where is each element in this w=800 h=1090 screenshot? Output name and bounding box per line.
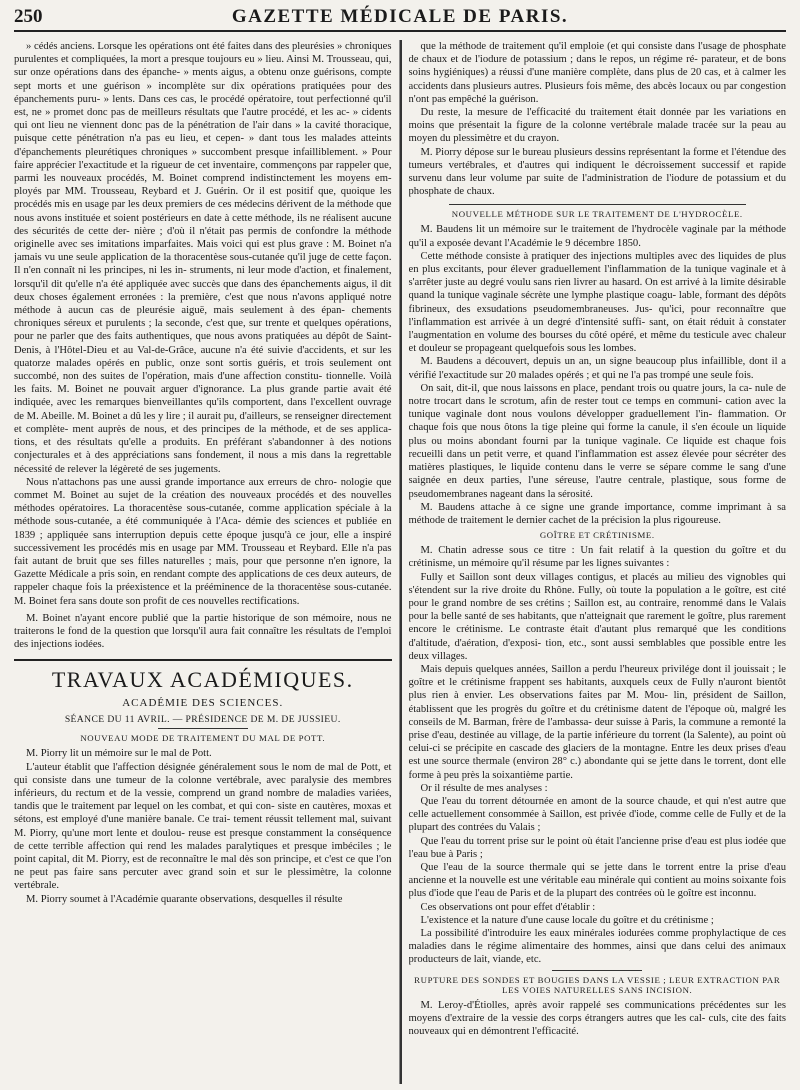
short-divider	[552, 970, 642, 971]
article-title-sondes: RUPTURE DES SONDES ET BOUGIES DANS LA VESSIE ; LEUR EXTRACTION PAR LES VOIES NATURELLES SANS INCISION.	[414, 974, 781, 995]
page-number: 250	[14, 6, 43, 27]
right-column	[409, 40, 787, 1084]
goitre-paragraph: Que l'eau de la source thermale qui se jette dans le torrent entre la prise d'eau ancienne et la nouvelle est une véritable eau minérale qui contient au moins soixante fois plus d'iode que l'eau de Paris et de la plupart des contrées où le goître est inconnu.	[408, 861, 786, 900]
article-divider	[449, 204, 747, 205]
left-paragraph: M. Boinet n'ayant encore publié que la partie historique de son mémoire, nous ne traiterons le fond de la question que lorsqu'il aura fait connaître les résultats de l'emploi des injections iodées.	[14, 612, 392, 651]
section-divider	[14, 659, 392, 661]
hydrocele-paragraph: M. Baudens lit un mémoire sur le traitement de l'hydrocèle vaginale par la méthode qu'il a exposée devant l'Académie le 9 décembre 1850.	[408, 224, 786, 249]
academy-heading: ACADÉMIE DES SCIENCES.	[122, 697, 284, 710]
goitre-paragraph: Ces observations ont pour effet d'établir :	[420, 901, 596, 913]
section-title: TRAVAUX ACADÉMIQUES.	[51, 667, 354, 693]
sondes-paragraph: M. Leroy-d'Étiolles, après avoir rappelé ses communications précédentes sur les moyens d'extraire de la vessie des corps étrangers autres que les cal- culs, cite des faits nouveaux qui en démontrent l'efficacité.	[408, 999, 786, 1038]
right-paragraph: M. Piorry dépose sur le bureau plusieurs dessins représentant la forme et l'étendue des tumeurs vertébrales, et d'autres qui indiquent le décroissement successif et rapide survenu dans leur volume par suite de l'administration de l'iodure de potassium et du phosphate de chaux.	[408, 146, 786, 198]
article-title-pott: NOUVEAU MODE DE TRAITEMENT DU MAL DE POTT.	[80, 733, 326, 744]
goitre-paragraph: Que l'eau du torrent détournée en amont de la source chaude, et qui n'est autre que celle actuellement consommée à Saillon, est privée d'iode, comme celle de Fully et de la plupart des contrées du Valais ;	[408, 795, 786, 834]
page-header	[14, 4, 786, 32]
left-paragraph: » cédés anciens. Lorsque les opérations ont été faites dans des pleurésies » chroniques purulentes et compliquées, la mort a presque toujours eu » lieu. Ainsi M. Trousseau, qui, sur onze opérations dans des épanche- » ments aigus, a obtenu onze guérisons, compte sept morts et une guérison » incomplète sur dix opérations pratiquées pour des épanchements puru- » lents. Dans ces cas, le procédé opératoire, tout perfectionné qu'il est, ne » promet donc pas de meilleurs résultats que l'autre procédé, et les ac- » cidents qui ont lieu ne viennent donc pas de la pénétration de l'air dans » la cavité thoracique, puisque cette pénétration n'a pas eu lieu, et cepen- » dant tous les malades atteints d'épanchements pleurétiques chroniques » succombent presque infailliblement. » Pour faire apprécier l'exactitude et la rigueur de cet inventaire, commençons par rappeler que, parmi les nouveaux procédés, M. Boinet comprend indistinctement les moyens em- ployés par MM. Trousseau, Reybard et J. Guérin. Or il est positif que, quoique les procédés mis en usage par les deux premiers de ces médecins dérivent de la méthode que nous avons instituée et soient postérieurs en date à cette méthode, ils ne réalisent aucune des sécurités de cette der- nière ; d'où il n'était pas permis de confondre la méthode originelle avec ses imitations imparfaites. Mais voici qui est plus grave : M. Boinet n'a jamais vu une seule application de la thoracentèse sous-cutanée qu'il juge de cette façon. Il n'en connaît ni les principes, ni les in- struments, ni leur mode d'action, et finalement, lorsqu'il dit qu'elle n'a été appliquée avec succès que dans des épanchements aigus, il dit deux choses également erronées : la première, c'est que nous n'avons appliqué notre méthode à aucun cas de pleurésie aiguë, mais seulement à des épan- chements chroniques séreux et purulents ; la seconde, c'est que, sur trente et quelques opérations, pour ne parler que des faits authentiques, que nous avons pratiquées au dépôt de Saint-Denis, à l'Hôtel-Dieu et au Val-de-Grâce, aucune n'a été suivie d'accidents, et sur les quatorze malades opérés en public, onze sont sortis guéris, et trois seulement ont succombé, non des suites de l'opération, mais d'une affection constitu- tionnelle. Voilà les faits. M. Boinet ne pouvait arguer d'ignorance. La plus grande partie avait été indiquée, avec les remarques bienveillantes qu'ils comportent, dans l'excellent ouvrage de M. Abeille. M. Boinet a dû les y lire ; il aurait pu, d'ailleurs, se renseigner directement et complète- ment auprès de nous, et des principes de la méthode, et de ses applica- tions, et des résultats qu'elle a produits. En préférant s'abandonner à des notions conjecturales et à des appréciations sans fondement, il nous a mis dans la regrettable nécessité de relever la légèreté de ses jugements.	[14, 41, 392, 475]
goitre-paragraph: Mais depuis quelques années, Saillon a perdu l'heureux privilége dont il jouissait ; le goître et le crétinisme frappent ses habitants, auxquels ceux de Fully n'auront bientôt plus rien à envier. Les observations faites par M. Mou- lin, président de Saillon, établissent que les progrès du goître et du crétinisme datent de l'époque où, malgré les conseils de M. Barman, frère de l'ambassa- deur suisse à Paris, la commune a remonté la prise d'eau, destinée au village, de la partie inférieure du torrent (la Salente), au point où celui-ci se précipite en cascade des glaciers de la montagne. Entre les deux prises d'eau est une source thermale (environ 28° c.) abondante qui se jette dans le torrent, dont elle forme à peu près la soixantième partie.	[408, 663, 786, 781]
goitre-paragraph: Fully et Saillon sont deux villages contigus, et placés au milieu des vignobles qui s'étendent sur la rive droite du Rhône. Fully, où toute la population a le goître, est cité pour le grand nombre de ses crétins ; Saillon est, au contraire, renommé dans le Valais pour la belle santé de ses habitants, que n'atteignait que rarement le goître, plus rarement encore le crétinisme. Le contraste était d'autant plus remarqué que les conditions d'altitude, d'aération, d'exposi- tion, etc., sont aussi semblables que possible entre les deux villages.	[408, 571, 786, 662]
goitre-paragraph: M. Chatin adresse sous ce titre : Un fait relatif à la question du goître et du crétinisme, un mémoire qu'il résume par les lignes suivantes :	[408, 545, 786, 570]
hydrocele-paragraph: M. Baudens attache à ce signe une grande importance, comme imprimant à sa méthode de traitement le dernier cachet de la précision la plus rigoureuse.	[408, 501, 786, 526]
goitre-paragraph: L'existence et la nature d'une cause locale du goître et du crétinisme ;	[420, 914, 714, 926]
two-column-body	[14, 40, 786, 1084]
short-divider	[158, 728, 248, 729]
article-title-goitre: GOÎTRE ET CRÉTINISME.	[539, 530, 655, 541]
right-paragraph: Du reste, la mesure de l'efficacité du traitement était donnée par les variations en moins que présentait la figure de la colonne vertébrale malade tracée sur la peau au moyen du plessimètre et du crayon.	[408, 107, 786, 145]
seance-line: SÉANCE DU 11 AVRIL. — PRÉSIDENCE DE M. DE JUSSIEU.	[64, 714, 341, 726]
goitre-paragraph: La possibilité d'introduire les eaux minérales iodurées comme prophylactique de ces maladies dans le régime alimentaire des hommes, ainsi que dans celui des animaux producteurs de lait, viande, etc.	[408, 928, 786, 966]
goitre-paragraph: Or il résulte de mes analyses :	[420, 782, 548, 794]
hydrocele-paragraph: Cette méthode consiste à pratiquer des injections multiples avec des liquides de plus en plus excitants, pour élever graduellement l'inflammation de la tunique vaginale et à s'arrêter juste au degré voulu sans rien livrer au hasard. On est arrivé à la limite désirable quand la tunique vaginale sécrète une lymphe plastique coagu- lable, formant des dépôts fibrineux, des exsudations pseudomembraneuses. Jus- qu'ici, pour reconnaître que l'inflammation est arrivée à un degré d'intensité suffi- sant, on était réduit à constater l'augmentation en volume des bourses du côté opéré, et même du testicule avec chaleur et douleur se propageant quelquefois sous les lombes.	[408, 250, 786, 355]
hydrocele-paragraph: On sait, dit-il, que nous laissons en place, pendant trois ou quatre jours, la ca- nule de notre trocart dans le scrotum, afin de rester tout ce temps en communi- cation avec la tunique vaginale dont nous voulons développer graduellement l'in- flammation. Or chaque fois que nous ôtons la tige pleine qui forme la canule, il s'en écoule un liquide plus ou moins abondant fourni par la tunique vaginale. Ce liquide est chaque fois recueilli dans un petit verre, et quand l'inflammation est assez élevée pour sécréter des matières plastiques, le liquide contenu dans le verre se sépare comme le sang d'une saignée en deux parties, l'une séreuse, l'autre centrale, plastique, sous forme de pseudomembranes nageant dans la sérosité.	[408, 382, 786, 500]
goitre-paragraph: Que l'eau du torrent prise sur le point où était l'ancienne prise d'eau est plus iodée que l'eau bue à Paris ;	[408, 835, 786, 860]
article-paragraph: M. Piorry lit un mémoire sur le mal de Pott.	[26, 748, 212, 760]
left-column	[14, 40, 392, 1084]
journal-title: GAZETTE MÉDICALE DE PARIS.	[231, 6, 569, 27]
hydrocele-paragraph: M. Baudens a découvert, depuis un an, un signe beaucoup plus infaillible, dont il a vérifié l'exactitude sur 20 malades opérés ; et qui ne l'a pas trompé une seule fois.	[408, 356, 786, 381]
column-rule	[399, 40, 402, 1084]
article-title-hydrocele: NOUVELLE MÉTHODE SUR LE TRAITEMENT DE L'HYDROCÈLE.	[451, 209, 743, 220]
article-paragraph: M. Piorry soumet à l'Académie quarante observations, desquelles il résulte	[26, 893, 343, 905]
right-paragraph: que la méthode de traitement qu'il emploie (et qui consiste dans l'usage de phosphate de chaux et de l'iodure de potassium ; dans le repos, un régime ré- parateur, et de bons soins hygiéniques) a réussi d'une manière complète, dans plus de 20 cas, et à calmer les accidents dans plusieurs autres. Plusieurs fois même, des abcès locaux ou par congestion n'ont pas empêché la guérison.	[408, 41, 786, 105]
article-paragraph: L'auteur établit que l'affection désignée généralement sous le nom de mal de Pott, et qui consiste dans une tumeur de la colonne vertébrale, avec paralysie des membres inférieurs, du rectum et de la vessie, comprend un grand nombre de maladies variées, tandis que le traitement par lequel on les combat, et qui con- siste en cautères, moxas et sétons, est employé d'une manière banale. Ce trai- tement réussit tellement mal, suivant M. Piorry, qu'une mort lente et doulou- reuse est presque constamment la conséquence de cette terrible affection qui rend les malades paralytiques et presque imbéciles ; le point capital, dit M. Piorry, est de reconnaître le mal dès son principe, et c'est ce que l'on ne peut pas faire sans percuter avec grand soin et sur le plessimètre, la colonne vertébrale.	[14, 761, 392, 892]
left-paragraph: Nous n'attachons pas une aussi grande importance aux erreurs de chro- nologie que commet M. Boinet au sujet de la création des nouveaux procédés et des nouvelles méthodes opératoires. La thoracentèse sous-cutanée, comme application spéciale à la méthode sous-cutanée, a été communiquée à l'Aca- démie des sciences et publiée en 1839 ; appliquée sans interruption depuis cette époque jusqu'à ce jour, elle a inspiré successivement les procédés mis en usage par MM. Trousseau et Reybard. Elle n'a pas fait autant de bruit que ses filles naturelles ; mais, pour que personne n'en ignore, la Gazette Médicale a pris soin, en rendant compte des applications de ces deux auteurs, de rappeler chaque fois la préexistence et la prééminence de la thoracentèse sous-cutanée. M. Boinet fera sans doute son profit de ces nouvelles rectifications.	[14, 476, 392, 607]
